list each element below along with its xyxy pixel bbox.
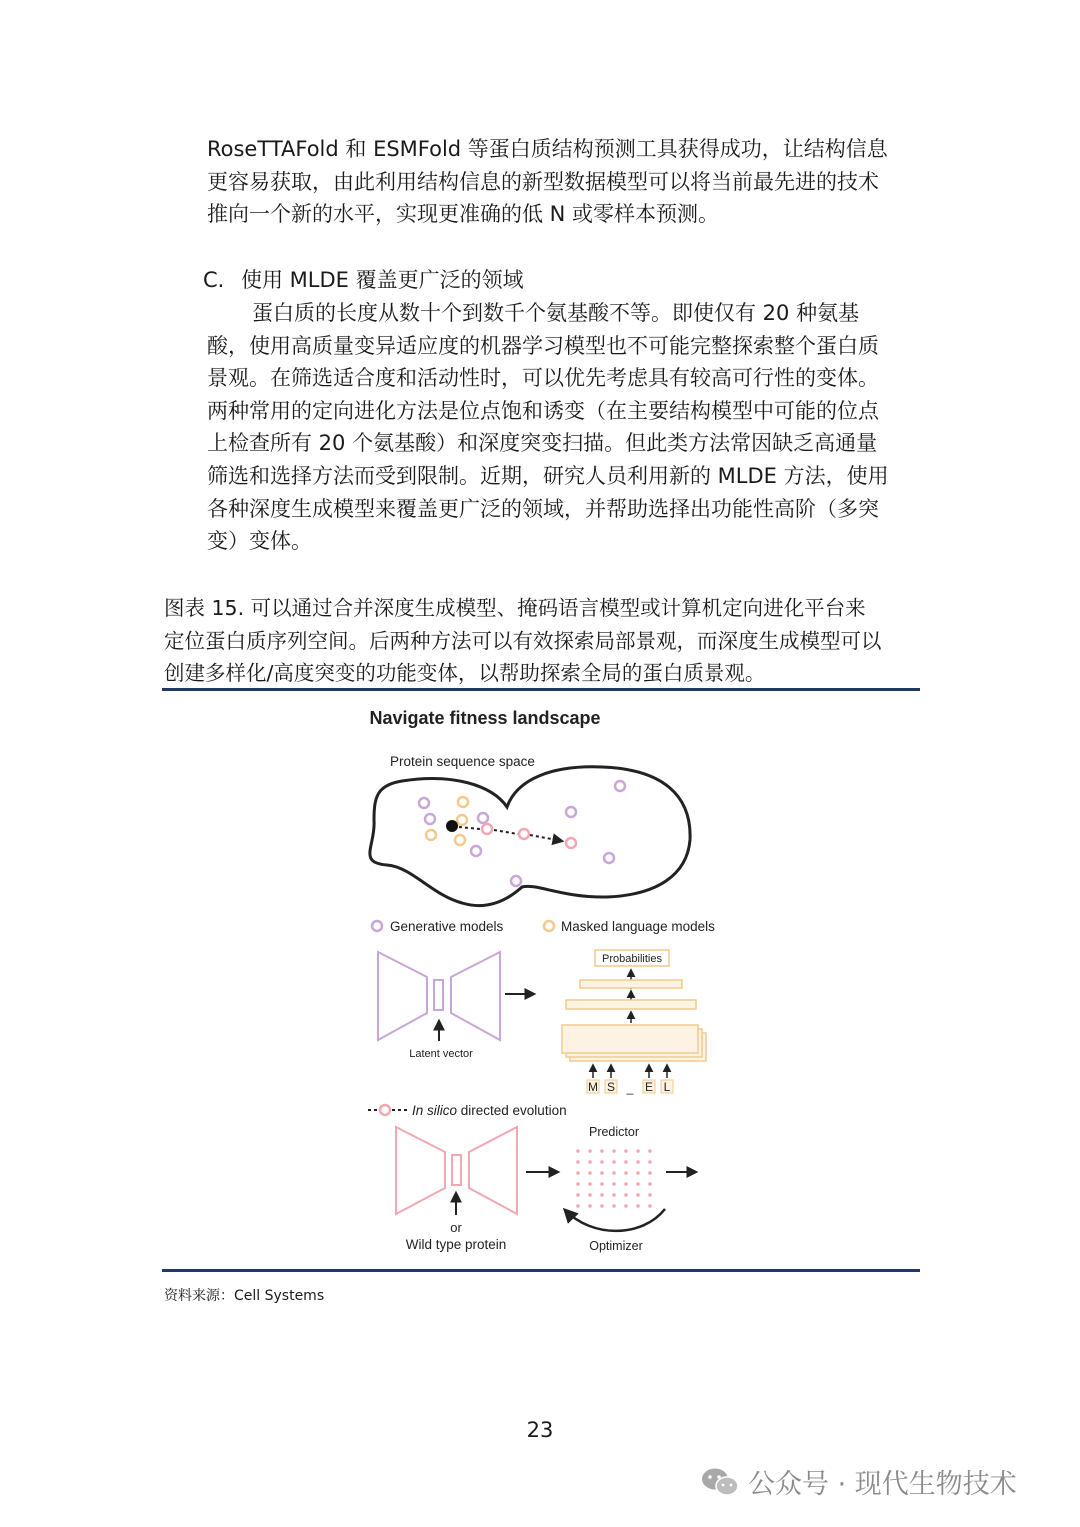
- insilico-points: [482, 824, 576, 848]
- fitness-landscape-figure: [162, 695, 920, 1265]
- masked-model-diagram: [562, 950, 706, 1078]
- insilico-italic: In silico: [412, 1103, 458, 1118]
- predictor-label: Predictor: [588, 1125, 640, 1139]
- intro-line: 推向一个新的水平，实现更准确的低 N 或零样本预测。: [207, 202, 720, 227]
- section-line: 景观。在筛选适合度和活动性时，可以优先考虑具有较高可行性的变体。: [207, 366, 879, 391]
- sequence-space-blob: [370, 767, 690, 906]
- legend-masked-label: Masked language models: [561, 919, 715, 934]
- section-title: 使用 MLDE 覆盖更广泛的领域: [241, 268, 524, 292]
- optimizer-label: Optimizer: [589, 1239, 643, 1253]
- wildtype-label: Wild type protein: [405, 1237, 507, 1252]
- watermark: [700, 1462, 1017, 1501]
- predictor-grid: [576, 1149, 652, 1208]
- token: M: [588, 1080, 598, 1094]
- legend-generative-icon: [372, 921, 382, 931]
- insilico-rest: directed evolution: [457, 1103, 567, 1118]
- source-note: 资料来源：Cell Systems: [164, 1288, 325, 1304]
- insilico-label: [412, 1103, 567, 1118]
- space-label: Protein sequence space: [390, 754, 535, 769]
- figure-title: Navigate fitness landscape: [369, 708, 601, 728]
- intro-line: RoseTTAFold 和 ESMFold 等蛋白质结构预测工具获得成功，让结构信息: [207, 137, 888, 161]
- token: L: [663, 1080, 671, 1094]
- token: E: [644, 1080, 654, 1094]
- evolution-path: [459, 827, 562, 841]
- section-line: 各种深度生成模型来覆盖更广泛的领域，并帮助选择出功能性高阶（多突: [207, 496, 879, 521]
- insilico-legend-icon: [368, 1105, 408, 1115]
- token: _: [626, 1081, 634, 1095]
- section-heading: [203, 264, 524, 296]
- section-line: 蛋白质的长度从数十个到数千个氨基酸不等。即使仅有 20 种氨基: [252, 301, 860, 325]
- section-line: 两种常用的定向进化方法是位点饱和诱变（在主要结构模型中可能的位点: [207, 398, 879, 423]
- intro-line: 更容易获取，由此利用结构信息的新型数据模型可以将当前最先进的技术: [207, 169, 879, 194]
- section-line: 酸，使用高质量变异适应度的机器学习模型也不可能完整探索整个蛋白质: [207, 333, 879, 358]
- section-line: 筛选和选择方法而受到限制。近期，研究人员利用新的 MLDE 方法，使用: [207, 463, 889, 488]
- section-line: 上检查所有 20 个氨基酸）和深度突变扫描。但此类方法常因缺乏高通量: [207, 431, 878, 456]
- token: S: [606, 1080, 616, 1094]
- caption-rule: [162, 688, 920, 691]
- figure-caption: [164, 592, 924, 690]
- generative-points: [419, 781, 625, 886]
- caption-line: 创建多样化/高度突变的功能变体，以帮助探索全局的蛋白质景观。: [164, 661, 766, 686]
- section-line: 变）变体。: [207, 529, 312, 554]
- watermark-text: 公众号 · 现代生物技术: [748, 1469, 1017, 1500]
- legend-masked-icon: [544, 921, 554, 931]
- section-paragraph: [207, 297, 927, 558]
- start-point: [446, 820, 458, 832]
- legend-generative-label: Generative models: [390, 919, 504, 934]
- or-label: or: [450, 1220, 462, 1235]
- latent-label: Latent vector: [409, 1048, 473, 1060]
- intro-paragraph: [207, 133, 927, 231]
- figure-bottom-rule: [162, 1269, 920, 1272]
- caption-line: 图表 15. 可以通过合并深度生成模型、掩码语言模型或计算机定向进化平台来: [164, 596, 866, 620]
- token-row: [587, 1080, 673, 1095]
- masked-model-points: [426, 797, 468, 845]
- probabilities-label: Probabilities: [602, 953, 662, 965]
- caption-line: 定位蛋白质序列空间。后两种方法可以有效探索局部景观，而深度生成模型可以: [164, 628, 882, 653]
- wechat-icon: [700, 1466, 740, 1498]
- optimizer-loop-arrow: [565, 1209, 665, 1231]
- section-letter: C.: [203, 268, 225, 292]
- page-number: 23: [526, 1418, 554, 1442]
